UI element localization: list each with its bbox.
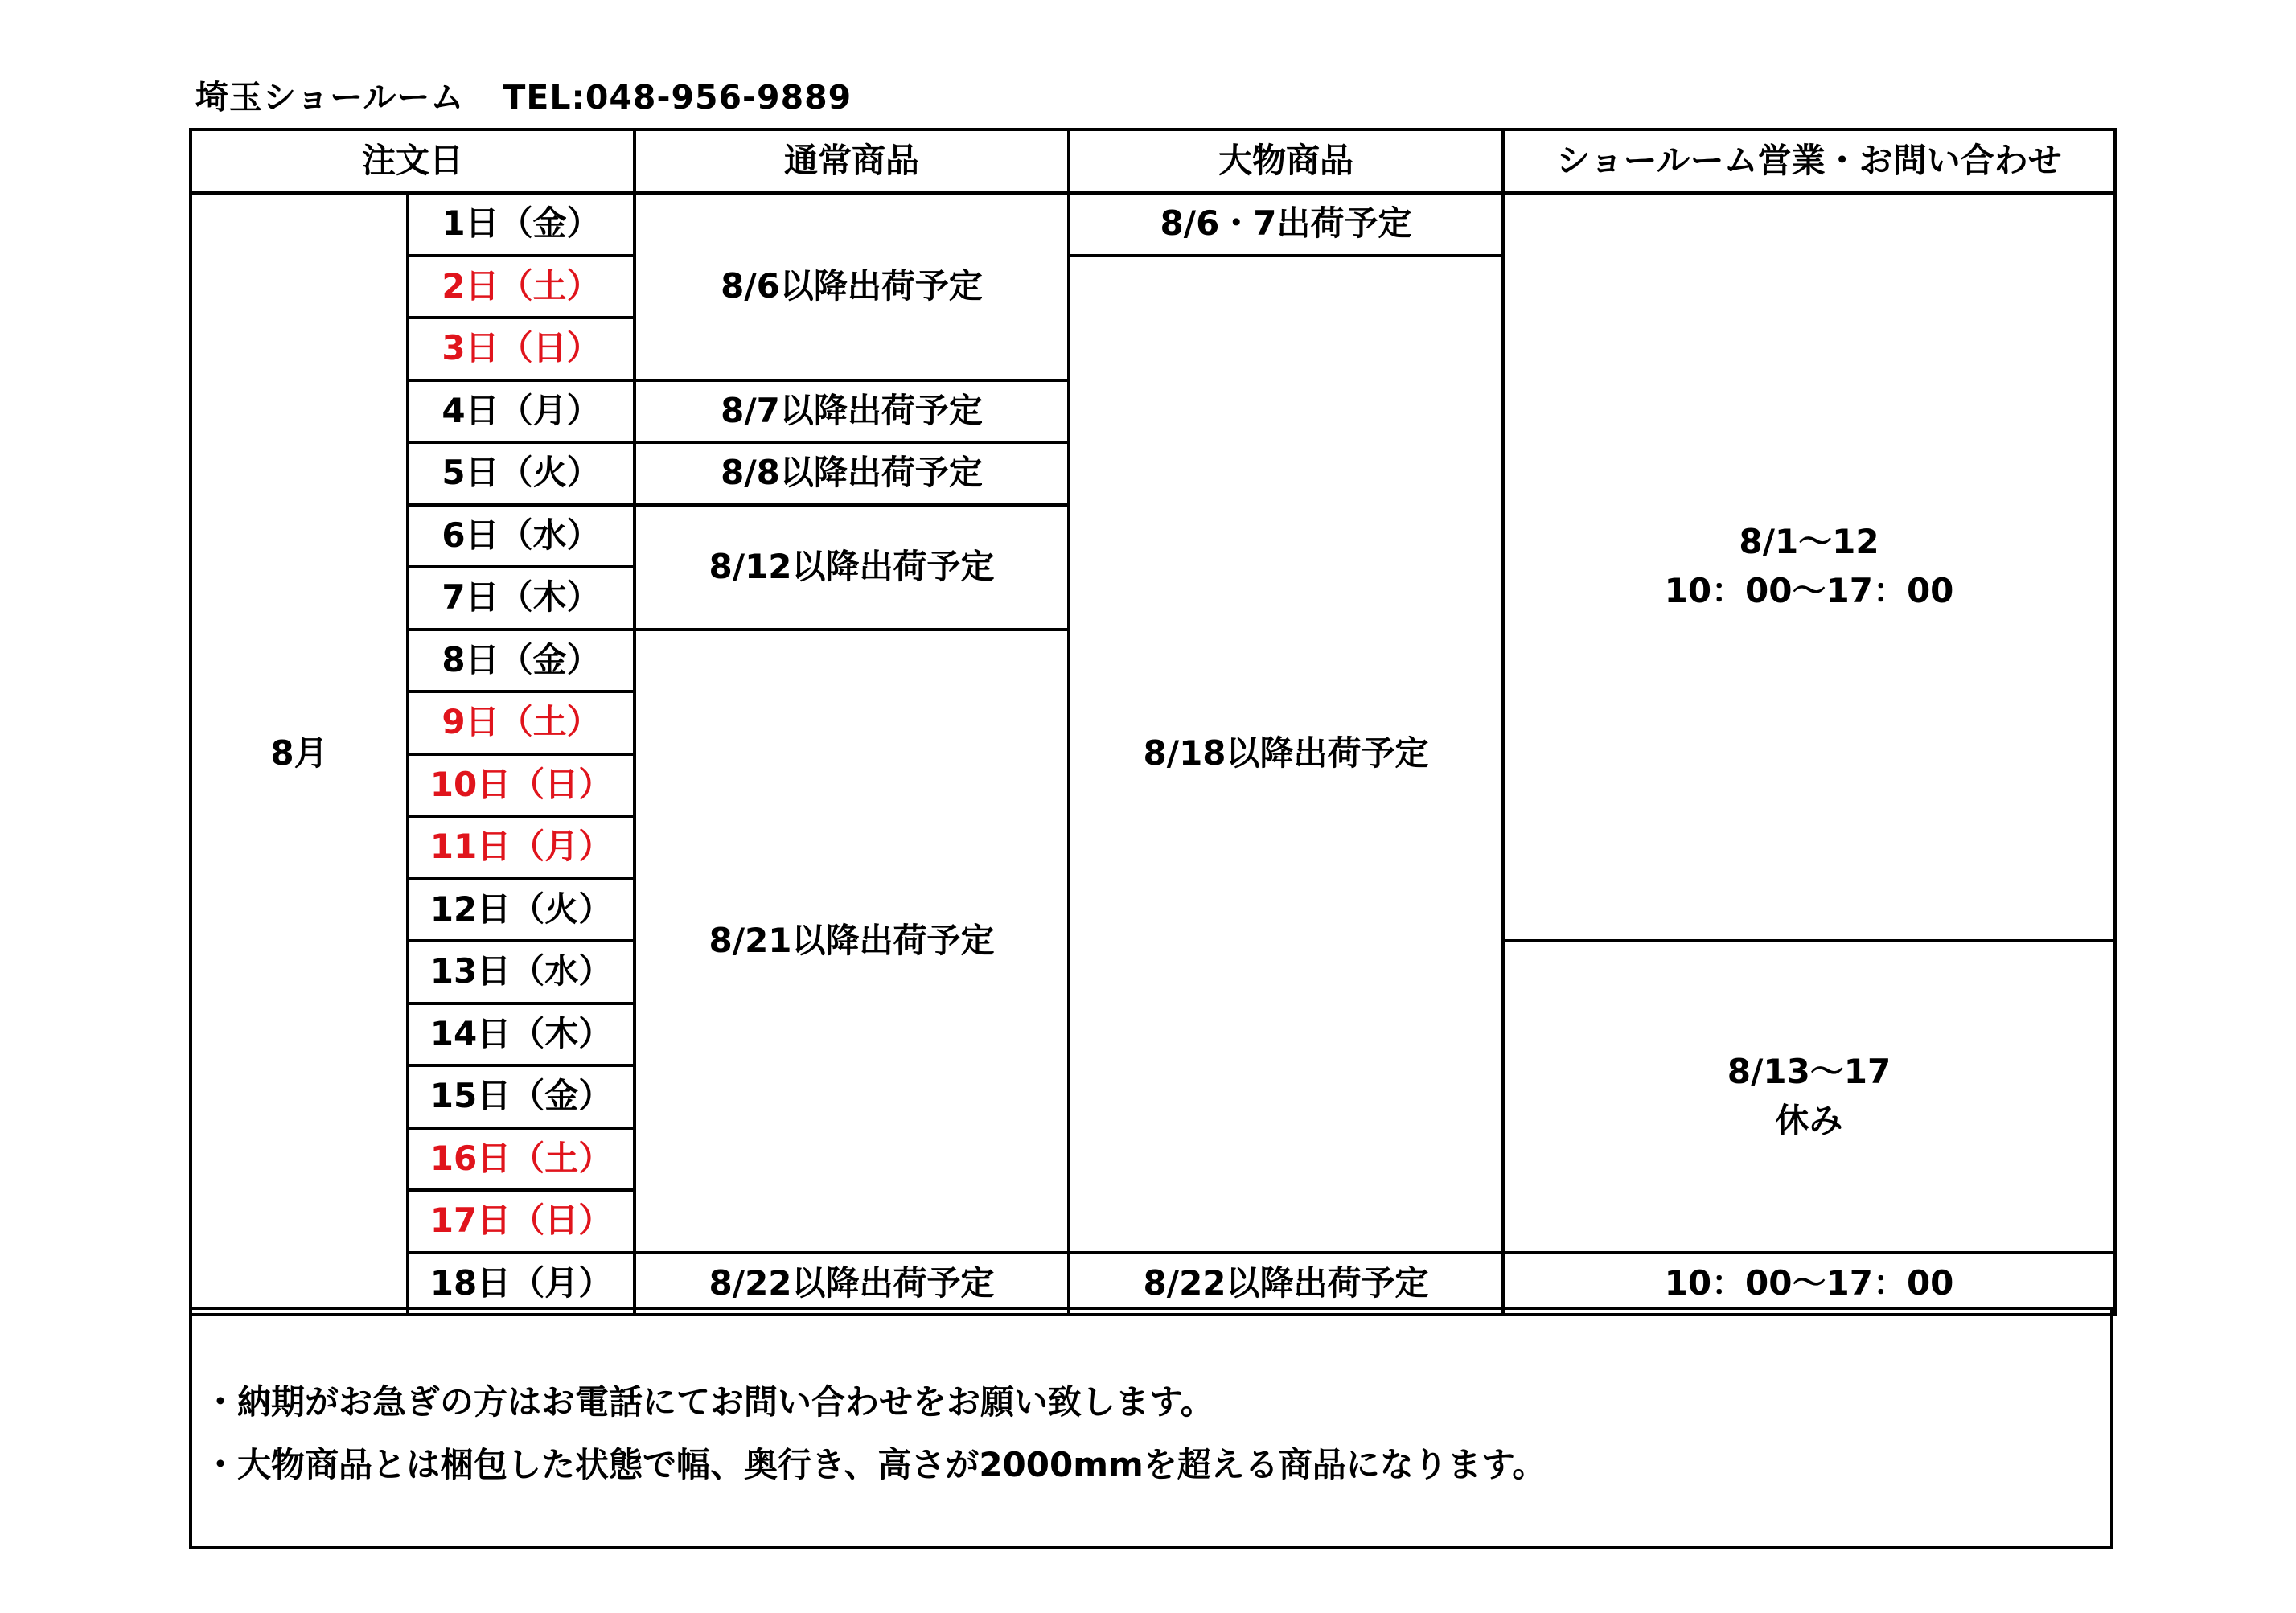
order-day-cell: 4日（月） [408, 380, 635, 443]
showroom-hours-line: 8/1～12 [1739, 522, 1879, 562]
order-day-cell: 8日（金） [408, 630, 635, 692]
schedule-body [191, 193, 2115, 1315]
showroom-hours-line: 10：00～17：00 [1664, 571, 1954, 610]
showroom-hours-cell [1503, 193, 2115, 941]
page-header [195, 71, 852, 118]
showroom-name: 埼玉ショールーム [195, 78, 465, 117]
table-row [191, 193, 2115, 256]
order-day-cell: 17日（日） [408, 1190, 635, 1253]
header-showroom-hours: ショールーム営業・お問い合わせ [1503, 129, 2115, 193]
large-shipping-cell: 8/22以降出荷予定 [1069, 1253, 1503, 1315]
notes-box [189, 1307, 2113, 1549]
note-urgent-delivery: ・納期がお急ぎの方はお電話にてお問い合わせをお願い致します。 [203, 1382, 1214, 1422]
showroom-hours-cell [1503, 1253, 2115, 1315]
showroom-hours-line: 10：00～17：00 [1664, 1262, 1954, 1303]
showroom-hours-cell [1503, 941, 2115, 1253]
showroom-phone: TEL:048-956-9889 [503, 78, 852, 117]
large-shipping-cell: 8/6・7出荷予定 [1069, 193, 1503, 256]
order-day-cell: 15日（金） [408, 1065, 635, 1128]
order-day-cell: 18日（月） [408, 1253, 635, 1315]
showroom-hours-line: 8/13～17 [1727, 1051, 1891, 1091]
table-row [191, 1253, 2115, 1315]
order-day-cell: 2日（土） [408, 256, 635, 318]
regular-shipping-cell: 8/7以降出荷予定 [635, 380, 1069, 443]
note-large-goods-definition: ・大物商品とは梱包した状態で幅、奥行き、高さが2000mmを超える商品になります。 [203, 1445, 1546, 1484]
order-day-cell: 3日（日） [408, 318, 635, 380]
order-day-cell: 12日（火） [408, 879, 635, 942]
showroom-hours-line: 休み [1775, 1100, 1843, 1140]
header-large-goods: 大物商品 [1069, 129, 1503, 193]
order-day-cell: 6日（水） [408, 505, 635, 568]
regular-shipping-cell: 8/6以降出荷予定 [635, 193, 1069, 380]
order-day-cell: 10日（日） [408, 754, 635, 817]
regular-shipping-cell: 8/21以降出荷予定 [635, 630, 1069, 1253]
order-day-cell: 1日（金） [408, 193, 635, 256]
month-cell: 8月 [191, 193, 408, 1315]
regular-shipping-cell: 8/22以降出荷予定 [635, 1253, 1069, 1315]
order-day-cell: 16日（土） [408, 1128, 635, 1191]
large-shipping-cell: 8/18以降出荷予定 [1069, 256, 1503, 1253]
order-day-cell: 9日（土） [408, 692, 635, 754]
order-day-cell: 14日（木） [408, 1004, 635, 1066]
order-day-cell: 13日（水） [408, 941, 635, 1004]
header-order-date: 注文日 [191, 129, 635, 193]
regular-shipping-cell: 8/12以降出荷予定 [635, 505, 1069, 630]
order-day-cell: 7日（木） [408, 567, 635, 630]
order-day-cell: 11日（月） [408, 816, 635, 879]
regular-shipping-cell: 8/8以降出荷予定 [635, 442, 1069, 505]
order-day-cell: 5日（火） [408, 442, 635, 505]
shipping-schedule-table [189, 128, 2117, 1316]
header-regular-goods: 通常商品 [635, 129, 1069, 193]
